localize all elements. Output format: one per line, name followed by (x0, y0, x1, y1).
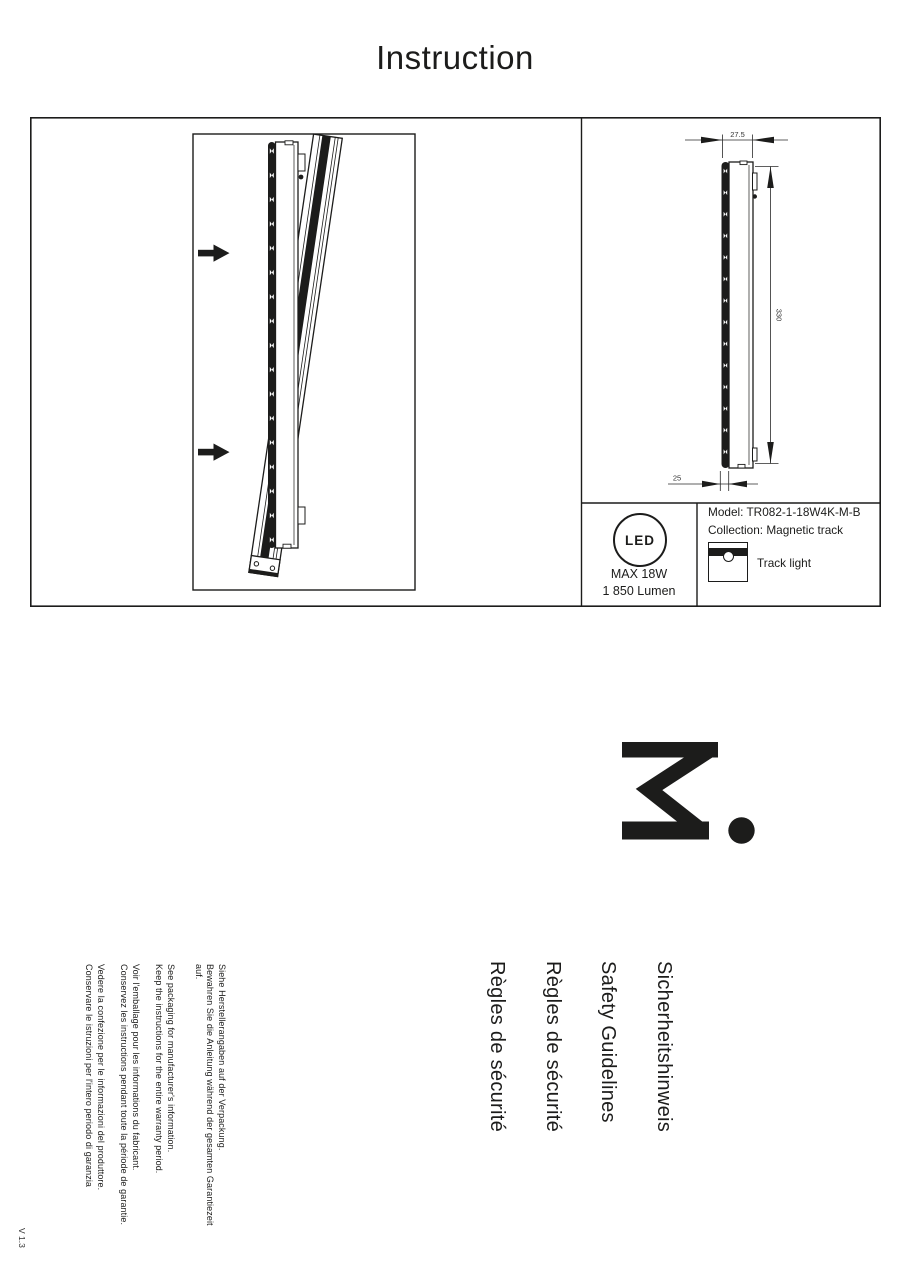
note-line: Keep the instructions for the entire warranty period. (154, 964, 165, 1174)
track-icon-knob (723, 551, 734, 562)
fixture-dimension-view (722, 161, 758, 468)
note-line: See packaging for manufacturer's information. (166, 964, 176, 1153)
brand-logo-icon (622, 742, 755, 845)
track-light-icon (708, 542, 748, 582)
note-line: Vedere la confezione per le informazioni del produttore. (96, 964, 106, 1191)
safety-heading-de: Sicherheitshinweis (653, 961, 675, 1133)
safety-heading-fr2: Règles de sécurité (486, 961, 508, 1133)
luminous-flux-label: 1 850 Lumen (602, 584, 676, 598)
note-line: Siehe Herstellerangaben auf der Verpackung. (217, 964, 227, 1151)
dimension-depth (668, 471, 758, 491)
page-title: Instruction (376, 39, 534, 76)
collection-name: Collection: Magnetic track (708, 523, 844, 537)
model-number: Model: TR082-1-18W4K-M-B (708, 505, 861, 519)
fixture-connector-pin (299, 175, 304, 180)
led-strip (268, 142, 276, 548)
installation-view (193, 134, 415, 590)
insert-arrow-top (198, 245, 230, 262)
safety-note-en (153, 964, 176, 1173)
note-line: Conservez les instructions pendant toute la période de garantie. (119, 964, 130, 1226)
version-label: V 1.3 (17, 1228, 27, 1248)
safety-heading-fr: Règles de sécurité (542, 961, 564, 1133)
safety-note-de (192, 964, 227, 1226)
fixture-connector-tab (298, 154, 305, 171)
track-light-label: Track light (757, 556, 811, 570)
safety-heading-en: Safety Guidelines (597, 961, 619, 1123)
dimension-width-label: 27.5 (730, 129, 745, 139)
safety-note-fr (118, 964, 141, 1225)
dimension-length-label: 330 (774, 308, 784, 322)
note-line: Conservare le istruzioni per l'intero periodo di garanzia (84, 964, 95, 1188)
max-power-label: MAX 18W (610, 567, 668, 581)
dimension-view (668, 130, 788, 491)
safety-note-it (83, 964, 106, 1190)
note-line: auf. (193, 964, 204, 980)
led-badge (613, 513, 667, 567)
led-badge-label: LED (625, 532, 655, 548)
note-line: Voir l'emballage pour les informations du fabricant. (131, 964, 141, 1171)
dimension-depth-label: 25 (672, 473, 682, 483)
insert-arrow-bottom (198, 444, 230, 461)
note-line: Bewahren Sie die Anleitung während der gesamten Garantiezeit (205, 964, 216, 1226)
